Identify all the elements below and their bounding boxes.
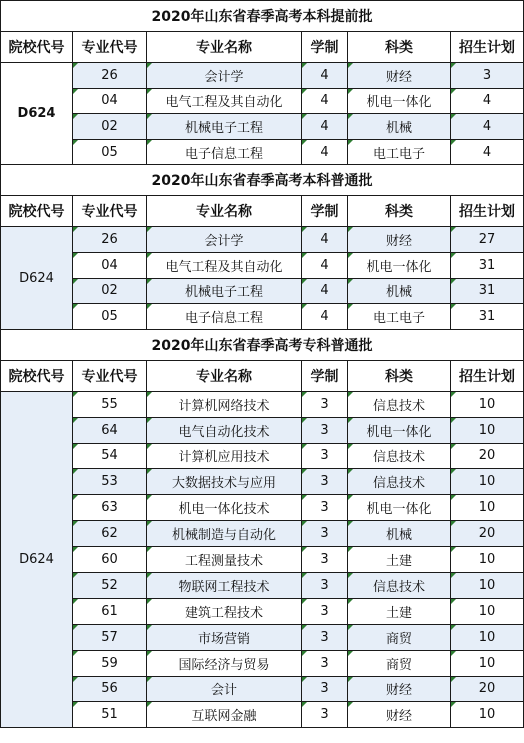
table-row — [1, 417, 524, 443]
study-years: 4 — [302, 88, 348, 114]
school-code-cell: D624 — [1, 63, 73, 165]
major-name: 电气自动化技术 — [147, 417, 302, 443]
plan-count: 20 — [451, 676, 524, 702]
table-row — [1, 227, 524, 253]
study-years: 3 — [302, 443, 348, 469]
category: 商贸 — [348, 650, 451, 676]
table-row — [1, 63, 524, 89]
table-row — [1, 304, 524, 330]
major-name: 电子信息工程 — [147, 139, 302, 165]
study-years: 3 — [302, 572, 348, 598]
plan-count: 4 — [451, 139, 524, 165]
section-undergrad-regular — [1, 165, 524, 329]
major-code: 51 — [73, 702, 147, 728]
major-code: 05 — [73, 139, 147, 165]
plan-count: 3 — [451, 63, 524, 89]
section-title: 2020年山东省春季高考本科提前批 — [1, 1, 524, 32]
category: 机械 — [348, 114, 451, 140]
major-code: 02 — [73, 278, 147, 304]
major-code: 53 — [73, 469, 147, 495]
study-years: 3 — [302, 391, 348, 417]
header-row — [1, 360, 524, 391]
plan-count: 4 — [451, 88, 524, 114]
plan-count: 10 — [451, 547, 524, 573]
category: 机械 — [348, 278, 451, 304]
section-title: 2020年山东省春季高考专科普通批 — [1, 329, 524, 360]
major-code: 05 — [73, 304, 147, 330]
category: 财经 — [348, 702, 451, 728]
major-name: 机械制造与自动化 — [147, 521, 302, 547]
study-years: 3 — [302, 624, 348, 650]
study-years: 3 — [302, 650, 348, 676]
study-years: 4 — [302, 139, 348, 165]
header-row — [1, 196, 524, 227]
header-years: 学制 — [302, 360, 348, 391]
plan-count: 10 — [451, 650, 524, 676]
major-code: 61 — [73, 598, 147, 624]
header-major-name: 专业名称 — [147, 196, 302, 227]
study-years: 4 — [302, 63, 348, 89]
category: 财经 — [348, 63, 451, 89]
header-row — [1, 32, 524, 63]
header-school-code: 院校代号 — [1, 32, 73, 63]
major-code: 55 — [73, 391, 147, 417]
plan-count: 31 — [451, 278, 524, 304]
major-code: 64 — [73, 417, 147, 443]
plan-count: 10 — [451, 702, 524, 728]
category: 财经 — [348, 227, 451, 253]
category: 电工电子 — [348, 139, 451, 165]
category: 信息技术 — [348, 391, 451, 417]
major-name: 市场营销 — [147, 624, 302, 650]
study-years: 3 — [302, 547, 348, 573]
header-major-code: 专业代号 — [73, 196, 147, 227]
category: 机械 — [348, 521, 451, 547]
major-name: 机械电子工程 — [147, 278, 302, 304]
major-code: 52 — [73, 572, 147, 598]
major-code: 57 — [73, 624, 147, 650]
table-row — [1, 650, 524, 676]
table-row — [1, 443, 524, 469]
plan-count: 10 — [451, 495, 524, 521]
category: 土建 — [348, 547, 451, 573]
major-code: 56 — [73, 676, 147, 702]
header-plan: 招生计划 — [451, 32, 524, 63]
table-row — [1, 547, 524, 573]
table-row — [1, 278, 524, 304]
header-plan: 招生计划 — [451, 196, 524, 227]
major-code: 62 — [73, 521, 147, 547]
major-name: 会计 — [147, 676, 302, 702]
table-row — [1, 572, 524, 598]
header-major-name: 专业名称 — [147, 360, 302, 391]
study-years: 3 — [302, 495, 348, 521]
major-name: 电气工程及其自动化 — [147, 252, 302, 278]
major-name: 大数据技术与应用 — [147, 469, 302, 495]
study-years: 3 — [302, 469, 348, 495]
header-school-code: 院校代号 — [1, 360, 73, 391]
major-name: 工程测量技术 — [147, 547, 302, 573]
category: 电工电子 — [348, 304, 451, 330]
major-name: 机电一体化技术 — [147, 495, 302, 521]
header-plan: 招生计划 — [451, 360, 524, 391]
header-category: 科类 — [348, 360, 451, 391]
major-name: 建筑工程技术 — [147, 598, 302, 624]
table-row — [1, 88, 524, 114]
major-name: 会计学 — [147, 63, 302, 89]
study-years: 3 — [302, 676, 348, 702]
major-name: 机械电子工程 — [147, 114, 302, 140]
school-code-cell: D624 — [1, 391, 73, 728]
category: 信息技术 — [348, 443, 451, 469]
study-years: 3 — [302, 417, 348, 443]
study-years: 3 — [302, 598, 348, 624]
header-category: 科类 — [348, 196, 451, 227]
category: 机电一体化 — [348, 417, 451, 443]
major-code: 04 — [73, 88, 147, 114]
header-major-name: 专业名称 — [147, 32, 302, 63]
table-row — [1, 624, 524, 650]
plan-count: 10 — [451, 469, 524, 495]
study-years: 3 — [302, 702, 348, 728]
category: 信息技术 — [348, 572, 451, 598]
major-name: 会计学 — [147, 227, 302, 253]
plan-count: 10 — [451, 417, 524, 443]
category: 土建 — [348, 598, 451, 624]
table-row — [1, 469, 524, 495]
major-code: 26 — [73, 227, 147, 253]
major-name: 互联网金融 — [147, 702, 302, 728]
category: 信息技术 — [348, 469, 451, 495]
category: 机电一体化 — [348, 88, 451, 114]
table-row — [1, 391, 524, 417]
table-row — [1, 702, 524, 728]
header-years: 学制 — [302, 32, 348, 63]
study-years: 4 — [302, 278, 348, 304]
category: 财经 — [348, 676, 451, 702]
table-row — [1, 598, 524, 624]
table-row — [1, 252, 524, 278]
major-name: 计算机应用技术 — [147, 443, 302, 469]
category: 商贸 — [348, 624, 451, 650]
major-name: 国际经济与贸易 — [147, 650, 302, 676]
header-major-code: 专业代号 — [73, 360, 147, 391]
table-row — [1, 676, 524, 702]
plan-count: 4 — [451, 114, 524, 140]
major-name: 计算机网络技术 — [147, 391, 302, 417]
plan-count: 27 — [451, 227, 524, 253]
table-row — [1, 114, 524, 140]
major-name: 电子信息工程 — [147, 304, 302, 330]
plan-count: 31 — [451, 304, 524, 330]
section-undergrad-early — [1, 1, 524, 165]
section-title: 2020年山东省春季高考本科普通批 — [1, 165, 524, 196]
category: 机电一体化 — [348, 252, 451, 278]
plan-count: 20 — [451, 443, 524, 469]
header-category: 科类 — [348, 32, 451, 63]
major-code: 59 — [73, 650, 147, 676]
major-code: 54 — [73, 443, 147, 469]
study-years: 4 — [302, 227, 348, 253]
table-row — [1, 521, 524, 547]
header-years: 学制 — [302, 196, 348, 227]
major-code: 63 — [73, 495, 147, 521]
plan-count: 10 — [451, 572, 524, 598]
header-major-code: 专业代号 — [73, 32, 147, 63]
section-vocational-regular — [1, 329, 524, 728]
plan-count: 10 — [451, 598, 524, 624]
plan-count: 10 — [451, 391, 524, 417]
plan-count: 20 — [451, 521, 524, 547]
study-years: 4 — [302, 304, 348, 330]
plan-count: 31 — [451, 252, 524, 278]
study-years: 3 — [302, 521, 348, 547]
category: 机电一体化 — [348, 495, 451, 521]
school-code-cell: D624 — [1, 227, 73, 329]
plan-count: 10 — [451, 624, 524, 650]
study-years: 4 — [302, 114, 348, 140]
major-code: 04 — [73, 252, 147, 278]
major-code: 26 — [73, 63, 147, 89]
study-years: 4 — [302, 252, 348, 278]
major-name: 物联网工程技术 — [147, 572, 302, 598]
header-school-code: 院校代号 — [1, 196, 73, 227]
major-name: 电气工程及其自动化 — [147, 88, 302, 114]
major-code: 60 — [73, 547, 147, 573]
table-row — [1, 139, 524, 165]
major-code: 02 — [73, 114, 147, 140]
table-row — [1, 495, 524, 521]
